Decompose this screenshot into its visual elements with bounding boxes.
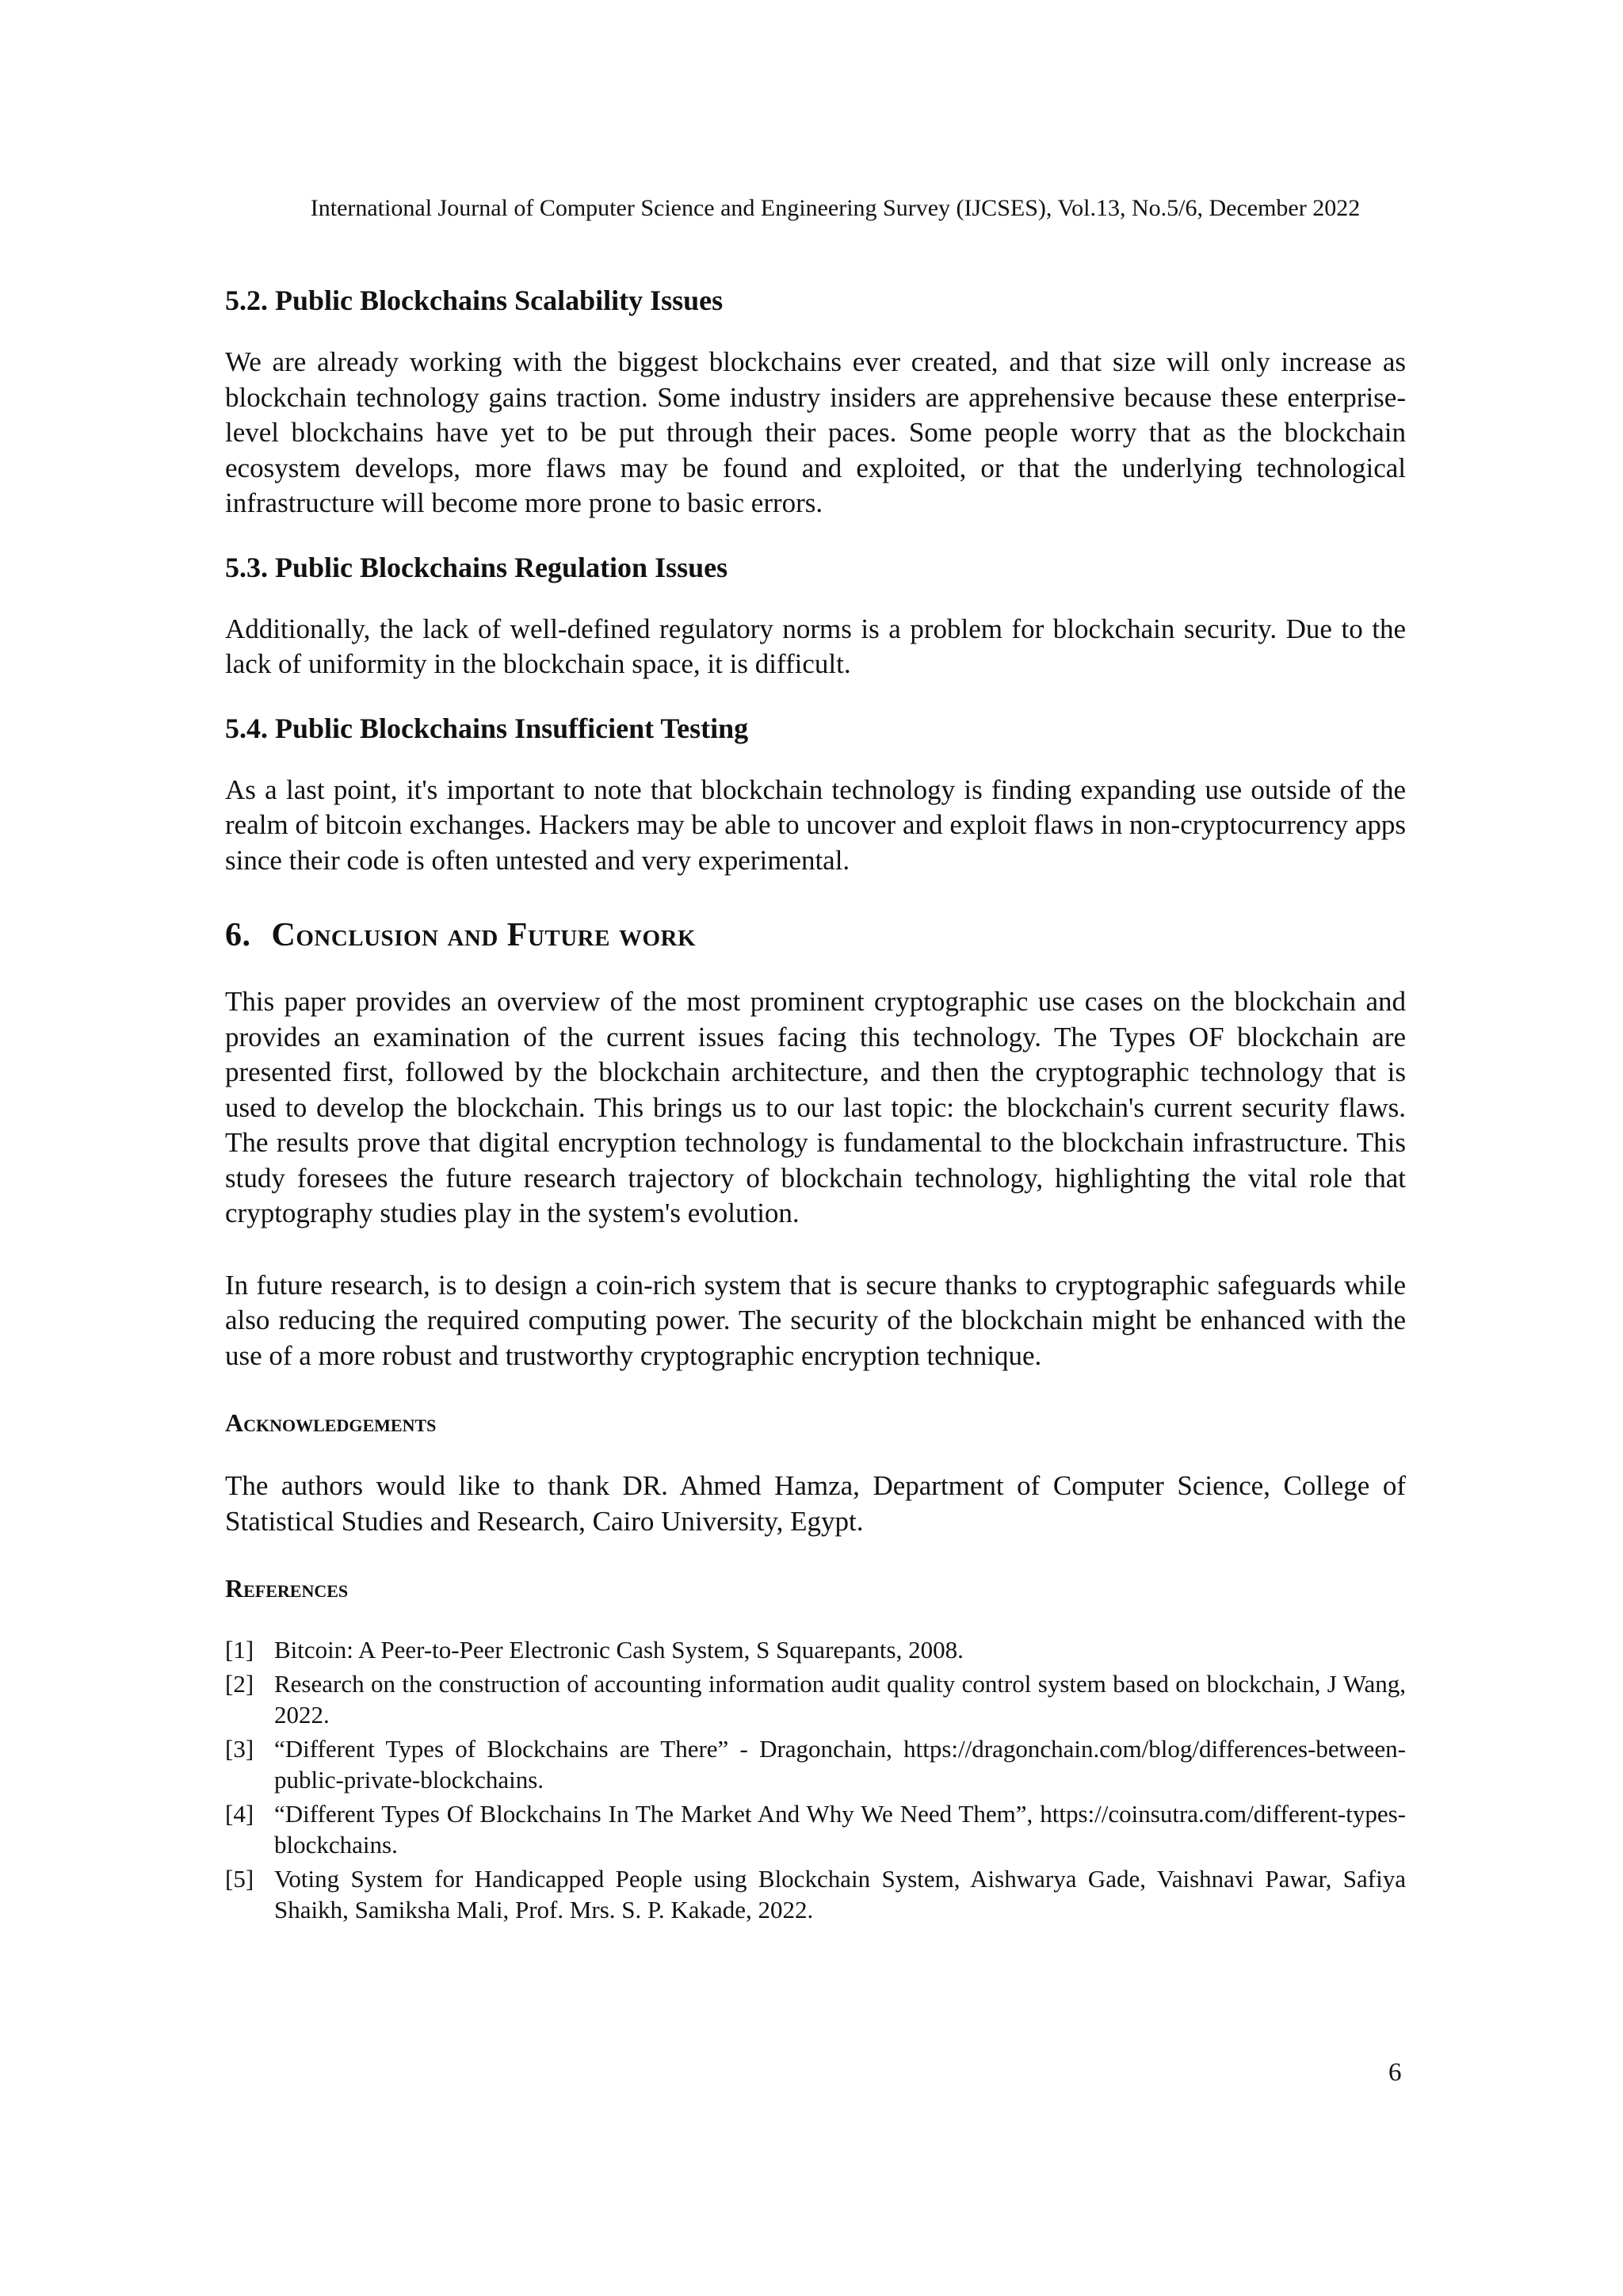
reference-text: “Different Types Of Blockchains In The Market And Why We Need Them”, https://coinsutra.com/different-types-blockchains.: [274, 1800, 1406, 1859]
reference-text: Research on the construction of accounting information audit quality control system based on blockchain, J Wang, 2022.: [274, 1670, 1406, 1729]
section-6-heading: [225, 913, 1406, 957]
reference-text: Bitcoin: A Peer-to-Peer Electronic Cash System, S Squarepants, 2008.: [274, 1636, 964, 1664]
section-6-paragraph-2: In future research, is to design a coin-rich system that is secure thanks to cryptographic safeguards while also reducing the required computing power. The security of the blockchain might be enhanced with the use of a more robust and trustworthy cryptographic encryption technique.: [225, 1269, 1406, 1371]
reference-item: [225, 1733, 1406, 1795]
references-list: [225, 1634, 1406, 1925]
running-header: International Journal of Computer Science and Engineering Survey (IJCSES), Vol.13, No.5/6, December 2022: [310, 195, 1361, 221]
section-5-3-heading: 5.3. Public Blockchains Regulation Issues: [225, 551, 728, 583]
reference-item: [225, 1863, 1406, 1925]
page-content: [225, 281, 1406, 1928]
reference-text: Voting System for Handicapped People using Blockchain System, Aishwarya Gade, Vaishnavi Pawar, Safiya Shaikh, Samiksha Mali, Prof. Mrs. S. P. Kakade, 2022.: [274, 1865, 1406, 1924]
reference-item: [225, 1798, 1406, 1860]
section-5-4-heading: 5.4. Public Blockchains Insufficient Testing: [225, 712, 749, 744]
section-6-title: Conclusion and Future work: [271, 917, 697, 953]
section-5-4-paragraph: As a last point, it's important to note that blockchain technology is finding expanding use outside of the realm of bitcoin exchanges. Hackers may be able to uncover and exploit flaws in non-cryptocurrency apps since their code is often untested and very experimental.: [225, 774, 1406, 876]
reference-number: [3]: [225, 1735, 254, 1763]
reference-text: “Different Types of Blockchains are There” - Dragonchain, https://dragonchain.com/blog/differences-between-public-private-blockchains.: [274, 1735, 1406, 1794]
acknowledgements-heading: Acknowledgements: [225, 1408, 437, 1437]
reference-item: [225, 1668, 1406, 1730]
section-5-2-heading: 5.2. Public Blockchains Scalability Issues: [225, 285, 724, 316]
reference-number: [2]: [225, 1670, 254, 1698]
reference-number: [5]: [225, 1865, 254, 1893]
reference-number: [4]: [225, 1800, 254, 1828]
section-5-3-paragraph: Additionally, the lack of well-defined regulatory norms is a problem for blockchain security. Due to the lack of uniformity in the blockchain space, it is difficult.: [225, 613, 1406, 679]
section-6-paragraph-1: This paper provides an overview of the most prominent cryptographic use cases on the blockchain and provides an examination of the current issues facing this technology. The Types OF blockchain are presented first, followed by the blockchain architecture, and then the cryptographic technology that is used to develop the blockchain. This brings us to our last topic: the blockchain's current security flaws. The results prove that digital encryption technology is fundamental to the blockchain infrastructure. This study foresees the future research trajectory of blockchain technology, highlighting the vital role that cryptography studies play in the system's evolution.: [225, 986, 1406, 1228]
section-5-2-paragraph: We are already working with the biggest blockchains ever created, and that size will only increase as blockchain technology gains traction. Some industry insiders are apprehensive because these enterprise-level blockchains have yet to be put through their paces. Some people worry that as the blockchain ecosystem develops, more flaws may be found and exploited, or that the underlying technological infrastructure will become more prone to basic errors.: [225, 346, 1406, 518]
section-6-number: 6.: [225, 917, 251, 953]
reference-number: [1]: [225, 1636, 254, 1664]
references-heading: References: [225, 1574, 349, 1603]
page-number: 6: [1388, 2058, 1402, 2087]
acknowledgements-paragraph: The authors would like to thank DR. Ahmed Hamza, Department of Computer Science, College of Statistical Studies and Research, Cairo University, Egypt.: [225, 1470, 1406, 1537]
reference-item: [225, 1634, 1406, 1665]
